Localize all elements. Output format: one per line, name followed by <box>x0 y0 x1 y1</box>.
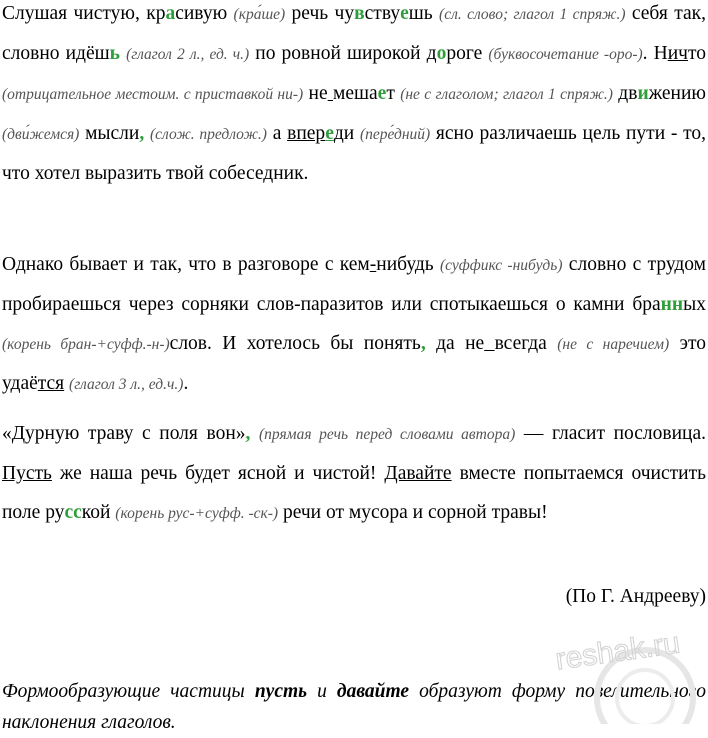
text-run: Слушая чистую, кр <box>2 3 166 24</box>
paragraph-1 <box>2 0 706 193</box>
text-run: речь чу <box>285 3 355 24</box>
separate-spelling-mark <box>484 333 494 354</box>
highlighted-letter: в <box>354 3 365 24</box>
bold-term: пусть <box>254 680 308 702</box>
text-run: шь <box>408 3 440 24</box>
highlighted-letter: а <box>165 3 176 24</box>
grammar-comment: (корень бран-+суфф.-н-) <box>2 336 170 353</box>
text-run: речи от мусора и сорной травы! <box>278 502 548 523</box>
author-attribution: (По Г. Андрееву) <box>565 586 706 607</box>
text-run: меша <box>333 83 378 104</box>
text-run: ди <box>333 123 360 144</box>
grammar-comment: (глагол 2 л., ед. ч.) <box>126 46 250 63</box>
text-run: а <box>266 123 288 144</box>
text-run: кой <box>81 502 116 523</box>
text-run: . Н <box>642 43 668 64</box>
text-run: — гласит пословица. <box>515 423 707 444</box>
highlighted-comma: , <box>139 123 145 144</box>
grammar-comment: (буквосочетание -оро-) <box>488 46 643 63</box>
text-run: слов. И хотелось бы понять <box>169 333 421 354</box>
grammar-comment: (кра́ше) <box>233 6 286 23</box>
highlighted-letters: сс <box>64 502 82 523</box>
highlighted-comma: , <box>245 423 251 444</box>
highlighted-letters: нн <box>660 294 684 315</box>
text-run: ых <box>683 294 706 315</box>
grammar-comment: (пере́дний) <box>359 126 431 143</box>
text-run: словно с трудом пробираешься через сорняки слов-паразитов или спотыкаешься о камни бра <box>2 254 707 315</box>
underlined-text: ич <box>667 43 688 64</box>
grammar-comment: (глагол 3 л., ед.ч.) <box>69 376 184 393</box>
text-run: и <box>307 680 337 702</box>
text-run: всегда <box>494 333 558 354</box>
grammar-comment: (прямая речь перед словами автора) <box>259 426 516 443</box>
highlighted-letter: е <box>400 3 409 24</box>
paragraph-2 <box>2 245 706 404</box>
grammar-comment: (дви́жемся) <box>2 126 80 143</box>
text-run: . <box>183 373 189 394</box>
text-run: «Дурную траву с поля вон» <box>2 423 246 444</box>
highlighted-letter: е <box>325 123 334 144</box>
text-run: ясно различаешь цель пути - то, что хотел выразить твой собеседник. <box>2 123 707 184</box>
text-run: себя так, словно идёш <box>2 3 706 64</box>
grammar-comment: (не с наречием) <box>557 336 670 353</box>
text-run: не <box>303 83 328 104</box>
text-run: т <box>386 83 401 104</box>
underlined-text: впер <box>287 123 326 144</box>
grammar-comment: (суффикс -нибудь) <box>439 257 563 274</box>
underlined-text: Давайте <box>384 463 452 484</box>
grammar-comment: (корень рус-+суфф. -ск-) <box>115 505 279 522</box>
highlighted-letter: е <box>377 83 387 104</box>
text-run: образуют форму повелительного наклонения глаголов. <box>2 680 706 733</box>
bold-term: давайте <box>336 680 410 702</box>
text-run: то <box>687 43 706 64</box>
text-run: Формообразующие частицы <box>2 680 255 702</box>
text-run: это удаё <box>2 333 707 394</box>
watermark-text: reshak.ru <box>553 626 682 677</box>
text-run: да не <box>425 333 485 354</box>
text-run <box>250 423 259 444</box>
text-run: дв <box>612 83 638 104</box>
text-run: ству <box>364 3 401 24</box>
highlighted-letter: и <box>637 83 649 104</box>
text-run: роге <box>446 43 489 64</box>
text-run: мысли <box>79 123 140 144</box>
text-run: по ровной широкой д <box>249 43 437 64</box>
highlighted-letter: ь <box>109 43 120 64</box>
underlined-text: тся <box>37 373 65 394</box>
grammar-comment: (сл. слово; глагол 1 спряж.) <box>439 6 626 23</box>
grammar-comment: (не с глаголом; глагол 1 спряж.) <box>400 86 613 103</box>
hyphen-mark: - <box>369 254 377 275</box>
grammar-comment: (слож. предлож.) <box>149 126 267 143</box>
text-run: вместе попытаемся очистить поле ру <box>2 463 706 523</box>
paragraph-3 <box>2 414 706 533</box>
text-run: нибудь <box>376 254 440 275</box>
highlighted-letter: о <box>436 43 447 64</box>
text-run: же наша речь будет ясной и чистой! <box>51 463 385 484</box>
highlighted-comma: , <box>420 333 426 354</box>
grammar-note <box>2 676 706 738</box>
text-run: сивую <box>175 3 234 24</box>
text-run: Однако бывает и так, что в разговоре с кем <box>2 254 370 275</box>
text-run: жению <box>648 83 706 104</box>
grammar-comment: (отрицательное местоим. с приставкой ни-) <box>2 86 304 103</box>
underlined-text: Пусть <box>2 463 52 484</box>
